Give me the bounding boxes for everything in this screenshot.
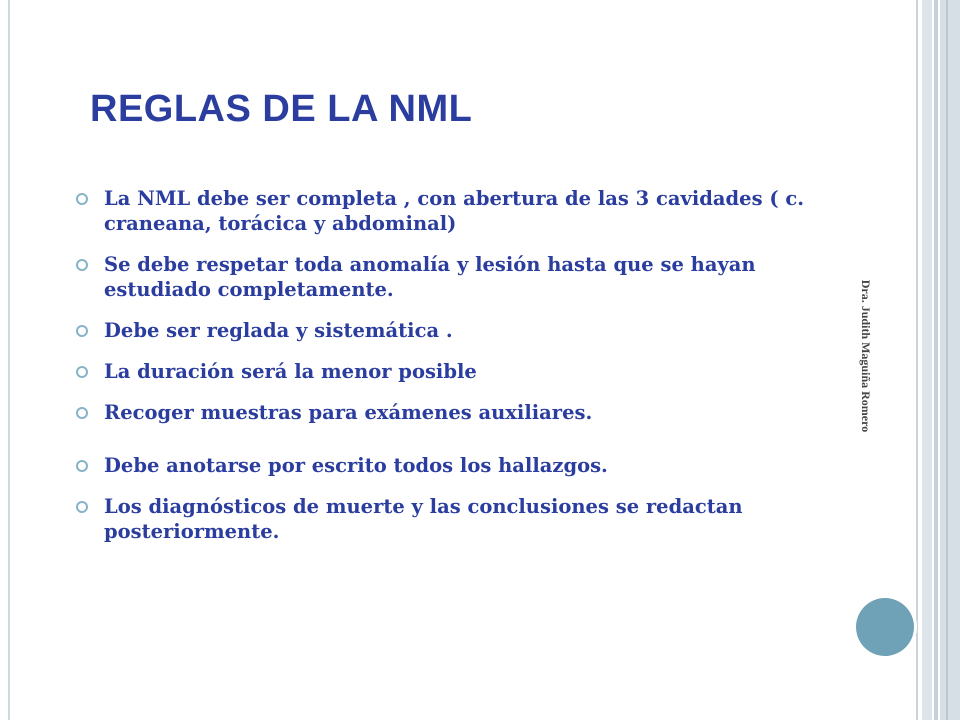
bullet-text: Debe ser reglada y sistemática . [104, 319, 453, 342]
bullet-item [76, 494, 836, 544]
ring-bullet-icon [76, 366, 88, 378]
bullet-text: Recoger muestras para exámenes auxiliares. [104, 401, 593, 424]
side-panel-stripe [946, 0, 948, 720]
bullet-text: La NML debe ser completa , con abertura de las 3 cavidades ( c. craneana, torácica y abdominal) [104, 187, 805, 235]
ring-bullet-icon [76, 460, 88, 472]
left-border-line [8, 0, 10, 720]
bullet-text: Se debe respetar toda anomalía y lesión hasta que se hayan estudiado completamente. [104, 253, 756, 301]
ring-bullet-icon [76, 259, 88, 271]
accent-circle [856, 598, 914, 656]
ring-bullet-icon [76, 193, 88, 205]
bullet-item [76, 318, 836, 343]
bullet-item [76, 453, 836, 478]
side-panel-stripe [940, 0, 960, 720]
side-panel-stripe [922, 0, 932, 720]
bullet-text: La duración será la menor posible [104, 360, 477, 383]
bullet-list [76, 186, 836, 560]
ring-bullet-icon [76, 325, 88, 337]
side-panel-stripe [934, 0, 938, 720]
bullet-item [76, 186, 836, 236]
bullet-item [76, 359, 836, 384]
ring-bullet-icon [76, 407, 88, 419]
slide-title: REGLAS DE LA NML [90, 88, 473, 130]
bullet-item [76, 400, 836, 425]
side-panel-stripe [916, 0, 918, 720]
bullet-item [76, 252, 836, 302]
author-vertical-label: Dra. Judith Maguiña Romero [859, 279, 873, 433]
bullet-text: Los diagnósticos de muerte y las conclusiones se redactan posteriormente. [104, 495, 743, 543]
bullet-text: Debe anotarse por escrito todos los hallazgos. [104, 454, 608, 477]
ring-bullet-icon [76, 501, 88, 513]
